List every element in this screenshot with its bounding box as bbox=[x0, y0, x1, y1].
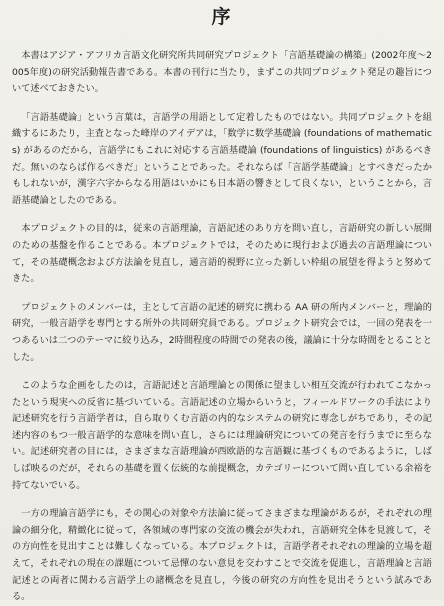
document-body bbox=[12, 48, 432, 606]
paragraph: 本プロジェクトの目的は，従来の言語理論，言語記述のあり方を問い直し，言語研究の新しい展開のための基盤を作ることである。本プロジェクトでは，そのために現行および過去の言語理論について，その基礎概念および方法論を見直し，通言語的視野に立った新しい枠組の展望を得ようと努めてきた。 bbox=[12, 223, 432, 285]
paragraph: このような企画をしたのは，言語記述と言語理論との関係に望ましい相互交流が行われてこなかったという現実への反省に基づいている。言語記述の立場からいうと，フィールドワークの手法により記述研究を行う言語学者は，自ら取りくむ言語の内的なシステムの研究に専念しがちであり，その記述内容のもつ一般言語学的な意味を問い直し，さらには理論研究についての発言を行うまでに至らない。記述研究者の目には，さまざまな言語理論が西欧語的な言語観に基づくものであるように，しばしば映るのだが，それらの基礎を置く伝統的な前提概念，カテゴリーについて問い直している余裕を持てないでいる。 bbox=[12, 380, 432, 491]
paragraph: 「言語基礎論」という言葉は，言語学の用語として定着したものではない。共同プロジェクトを組織するにあたり，主査となった峰岸のアイデアは，「数学に数学基礎論 (foundations of mathematics) があるのだから，言語学にもこれに対応する言語基礎論 (foundations of linguistics) があるべきだ。無いのならば作るべきだ」ということであった。それならば「言語学基礎論」とすべきだったかもしれないが，漢字六字からなる用語はいかにも日本語の響きとして良くない，ということから，言語基礎論としたのである。 bbox=[12, 111, 432, 206]
page-title: 序 bbox=[211, 6, 233, 28]
paragraph: プロジェクトのメンバーは，主として言語の記述的研究に携わる AA 研の所内メンバーと，理論的研究，一般言語学を専門とする所外の共同研究員である。プロジェクト研究会では，一回の発表を一つあるいは二つのテーマに絞り込み，2時間程度の時間での発表の後，議論に十分な時間をとることとした。 bbox=[12, 301, 432, 363]
paragraph: 本書はアジア・アフリカ言語文化研究所共同研究プロジェクト「言語基礎論の構築」(2002年度〜2005年度)の研究活動報告書である。本書の刊行に当たり，まずこの共同プロジェクト発足の趣旨について述べておきたい。 bbox=[12, 50, 432, 95]
paragraph: 一方の理論言語学にも，その関心の対象や方法論に従ってさまざまな理論があるが，それぞれの理論の細分化，精緻化に従って，各領域の専門家の交流の機会が失われ，言語研究全体を見渡して，その方向性を見出すことは難しくなっている。本プロジェクトは，言語学者それぞれの理論的立場を超えて，それぞれの現在の課題について忌憚のない意見を交わすことで交流を促進し，言語理論と言語記述との両者に関わる言語学上の諸概念を見直し，今後の研究の方向性を見出そうという試みである。 bbox=[12, 508, 432, 603]
